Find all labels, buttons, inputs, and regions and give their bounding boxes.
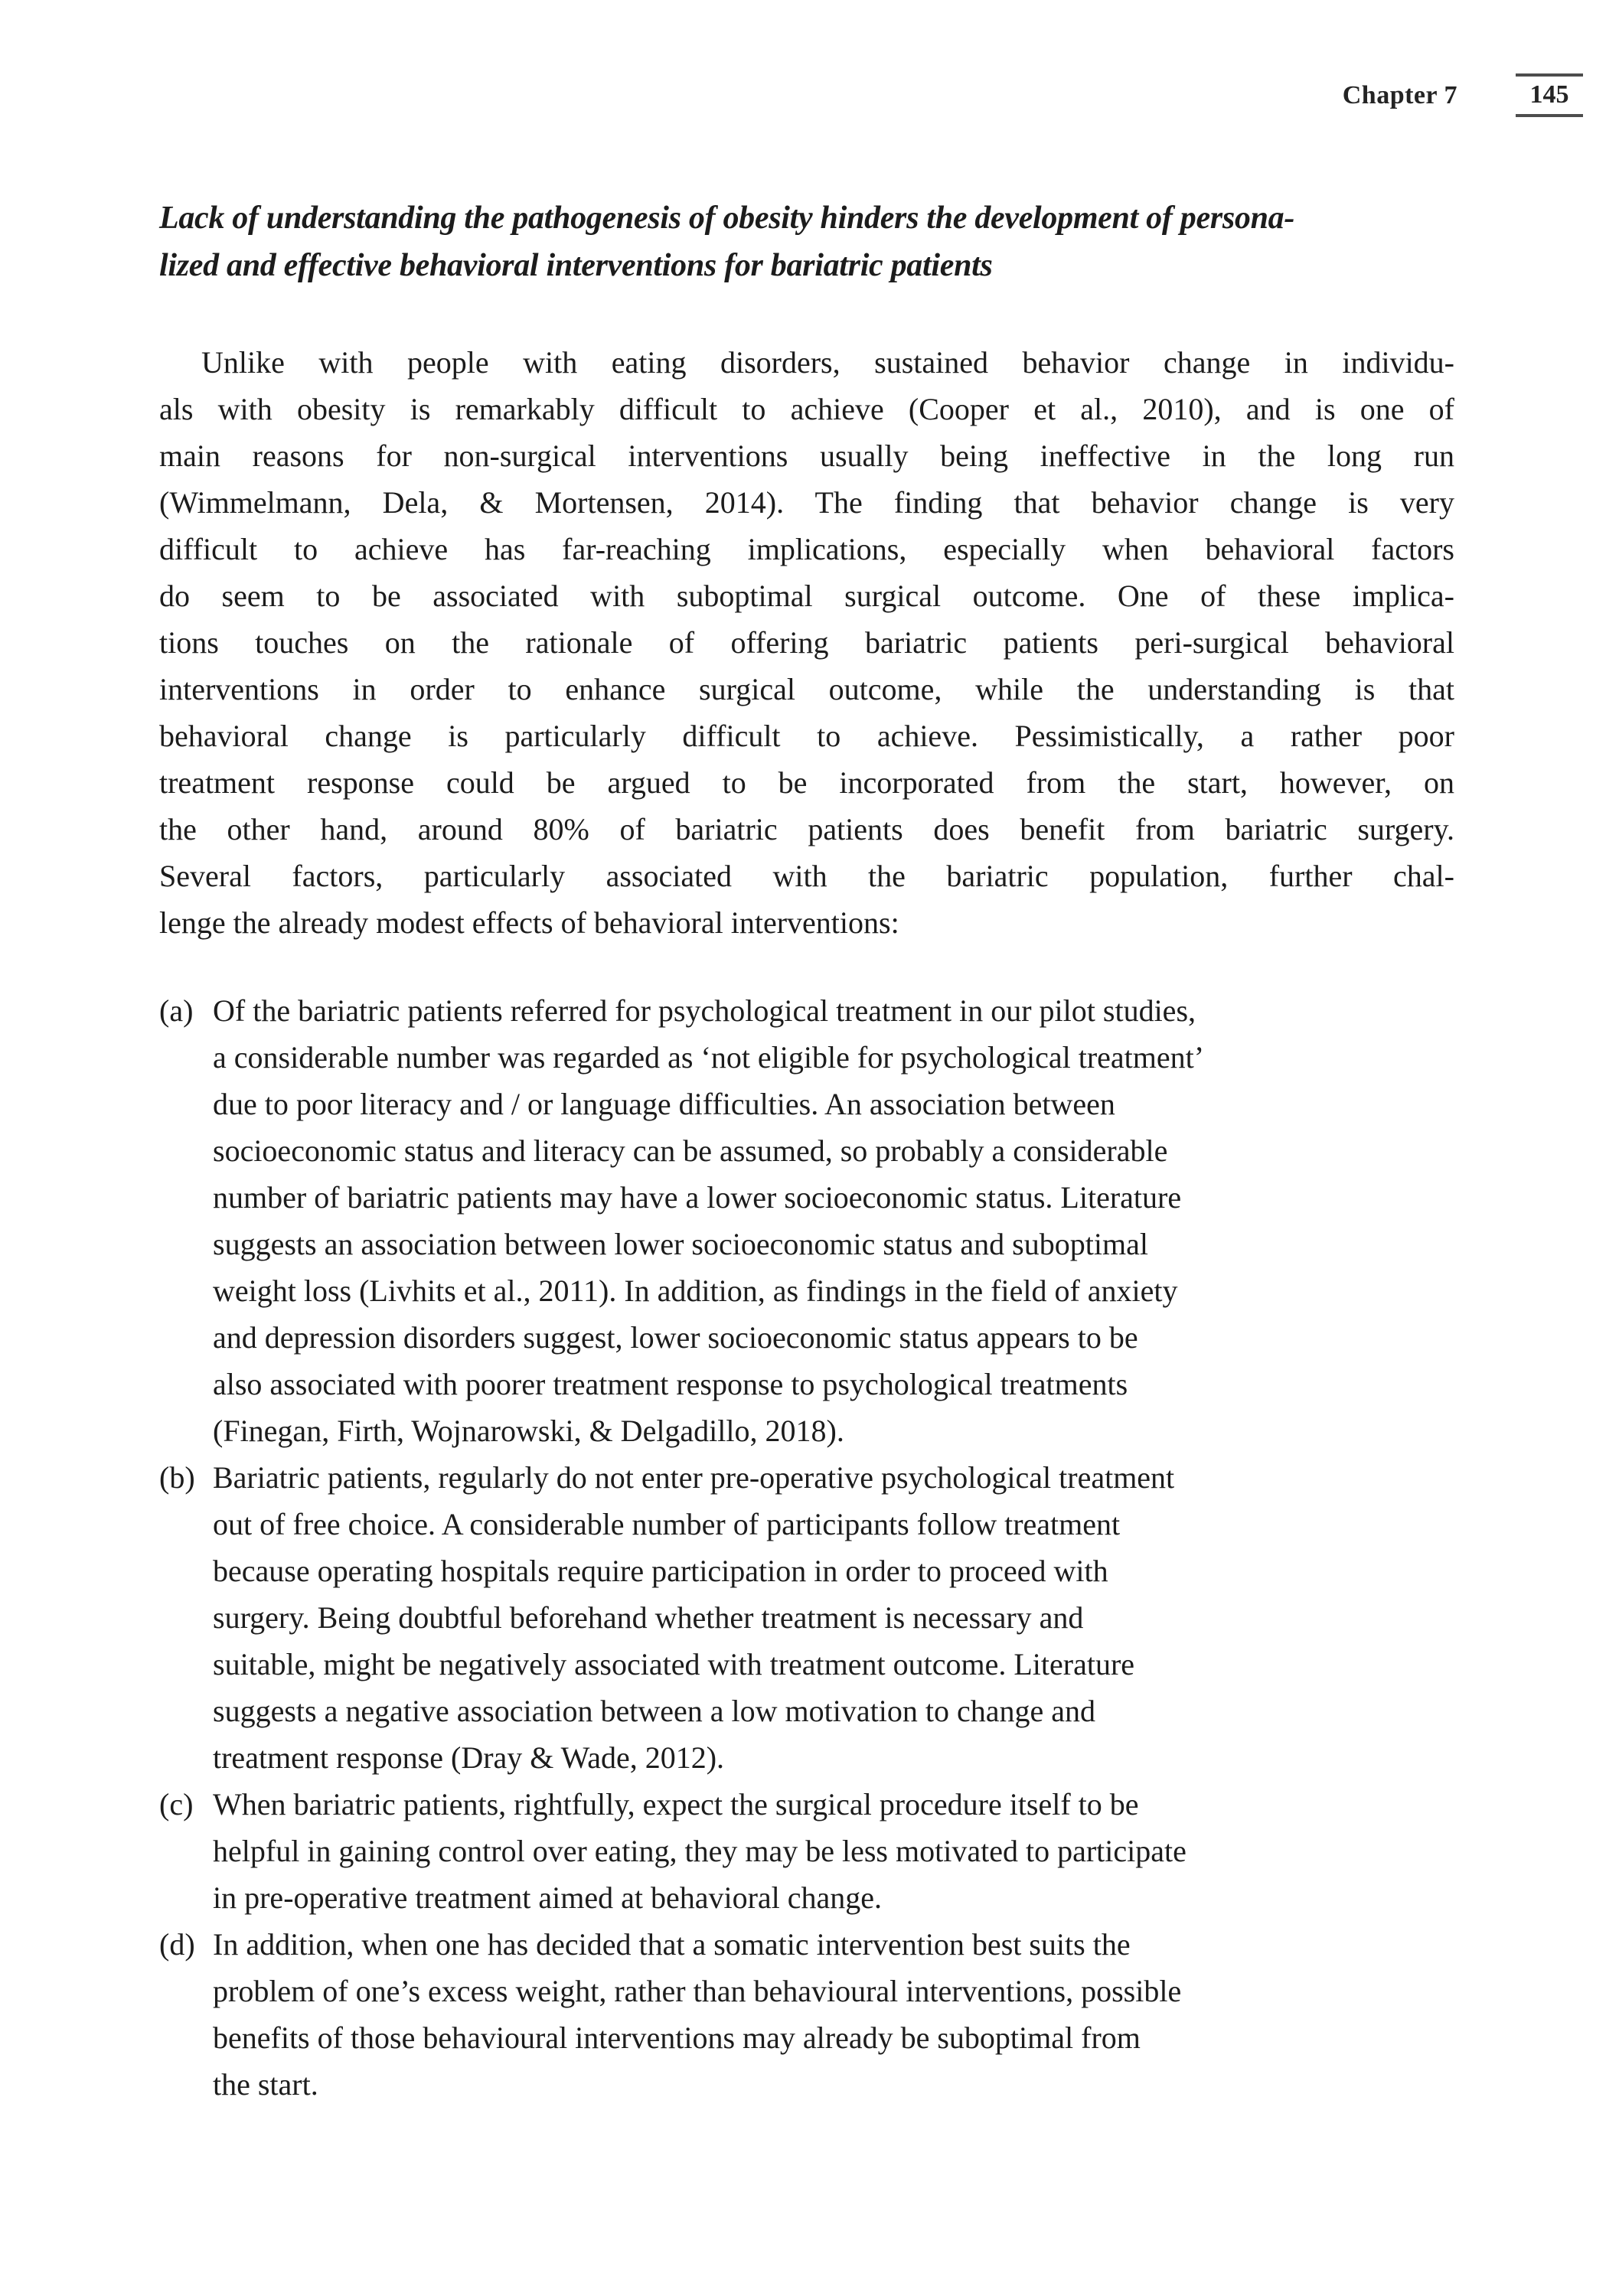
text-line: treatment response (Dray & Wade, 2012). xyxy=(213,1740,725,1775)
text-line: In addition, when one has decided that a somatic intervention best suits the xyxy=(213,1927,1131,1962)
list-item-c xyxy=(159,1781,1506,1921)
page-header xyxy=(1343,73,1583,117)
text-line: Of the bariatric patients referred for psychological treatment in our pilot studies, xyxy=(213,993,1196,1028)
text-line: treatment response could be argued to be incorporated from the start, however, on xyxy=(159,765,1454,800)
text-line: suggests a negative association between a low motivation to change and xyxy=(213,1694,1096,1728)
page-number-box xyxy=(1516,73,1583,117)
text-line: interventions in order to enhance surgical outcome, while the understanding is that xyxy=(159,672,1454,706)
text-line: and depression disorders suggest, lower socioeconomic status appears to be xyxy=(213,1320,1138,1355)
text-line: Several factors, particularly associated with the bariatric population, further chal- xyxy=(159,859,1454,893)
text-line: (Wimmelmann, Dela, & Mortensen, 2014). The finding that behavior change is very xyxy=(159,485,1454,520)
list-item-text xyxy=(159,1454,1506,1781)
text-line: also associated with poorer treatment response to psychological treatments xyxy=(213,1367,1128,1401)
text-line: behavioral change is particularly difficult to achieve. Pessimistically, a rather poor xyxy=(159,719,1454,753)
text-line: difficult to achieve has far-reaching implications, especially when behavioral factors xyxy=(159,532,1454,566)
text-line: the other hand, around 80% of bariatric patients does benefit from bariatric surgery. xyxy=(159,812,1454,846)
list-item-marker: (a) xyxy=(159,993,194,1028)
text-line: do seem to be associated with suboptimal surgical outcome. One of these implica- xyxy=(159,579,1454,613)
text-line: benefits of those behavioural interventions may already be suboptimal from xyxy=(213,2020,1141,2055)
text-line: weight loss (Livhits et al., 2011). In addition, as findings in the field of anxiety xyxy=(213,1274,1178,1308)
text-line: in pre-operative treatment aimed at behavioral change. xyxy=(213,1880,883,1915)
list-item-b xyxy=(159,1454,1506,1781)
text-line: socioeconomic status and literacy can be assumed, so probably a considerable xyxy=(213,1133,1168,1168)
text-line: lized and effective behavioral interventions for bariatric patients xyxy=(159,248,993,283)
text-line: number of bariatric patients may have a lower socioeconomic status. Literature xyxy=(213,1180,1182,1215)
text-line: main reasons for non-surgical interventions usually being ineffective in the long run xyxy=(159,439,1454,473)
section-heading xyxy=(159,194,1506,289)
text-line: lenge the already modest effects of behavioral interventions: xyxy=(159,905,899,940)
list-item-d xyxy=(159,1921,1506,2108)
text-line: due to poor literacy and / or language difficulties. An association between xyxy=(213,1087,1115,1121)
text-line: (Finegan, Firth, Wojnarowski, & Delgadillo, 2018). xyxy=(213,1414,844,1448)
text-line: a considerable number was regarded as ‘not eligible for psychological treatment’ xyxy=(213,1040,1205,1075)
text-line: suggests an association between lower socioeconomic status and suboptimal xyxy=(213,1227,1148,1261)
list-item-marker: (c) xyxy=(159,1787,194,1821)
page-number: 145 xyxy=(1529,80,1569,109)
list-item-marker: (d) xyxy=(159,1927,195,1962)
list-item-a xyxy=(159,987,1506,1454)
chapter-label: Chapter 7 xyxy=(1342,80,1457,109)
text-line: Unlike with people with eating disorders, sustained behavior change in individu- xyxy=(201,345,1454,380)
text-line: because operating hospitals require participation in order to proceed with xyxy=(213,1554,1108,1588)
list-item-marker: (b) xyxy=(159,1460,195,1495)
text-line: Lack of understanding the pathogenesis of obesity hinders the development of persona- xyxy=(159,201,1295,236)
factor-list xyxy=(159,987,1506,2108)
list-item-text xyxy=(159,987,1506,1454)
text-line: When bariatric patients, rightfully, expect the surgical procedure itself to be xyxy=(213,1787,1139,1821)
text-line: the start. xyxy=(213,2067,318,2102)
text-line: als with obesity is remarkably difficult to achieve (Cooper et al., 2010), and is one of xyxy=(159,392,1454,426)
text-line: problem of one’s excess weight, rather than behavioural interventions, possible xyxy=(213,1974,1182,2008)
list-item-text xyxy=(159,1921,1506,2108)
intro-paragraph xyxy=(159,339,1454,946)
text-line: helpful in gaining control over eating, they may be less motivated to participate xyxy=(213,1834,1187,1868)
text-line: suitable, might be negatively associated with treatment outcome. Literature xyxy=(213,1647,1135,1681)
text-line: tions touches on the rationale of offering bariatric patients peri-surgical behavioral xyxy=(159,625,1454,660)
text-line: Bariatric patients, regularly do not enter pre-operative psychological treatment xyxy=(213,1460,1175,1495)
text-line: surgery. Being doubtful beforehand whether treatment is necessary and xyxy=(213,1600,1084,1635)
text-line: out of free choice. A considerable number of participants follow treatment xyxy=(213,1507,1121,1541)
list-item-text xyxy=(159,1781,1506,1921)
